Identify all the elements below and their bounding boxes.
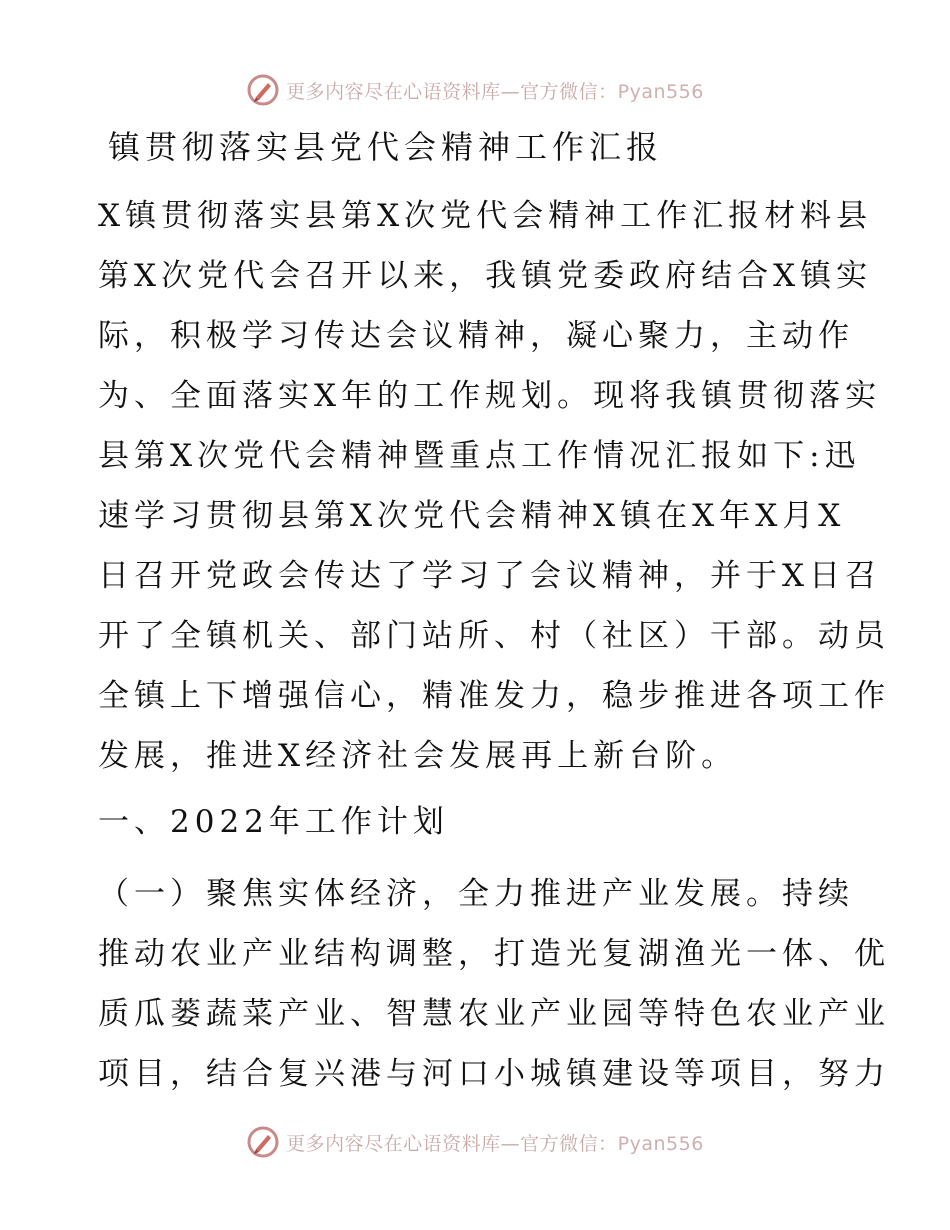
body-line: X镇贯彻落实县第X次党代会精神工作汇报材料县 [98, 198, 873, 234]
body-line: 质瓜蒌蔬菜产业、智慧农业产业园等特色农业产业 [98, 996, 890, 1032]
body-line: 际，积极学习传达会议精神，凝心聚力，主动作 [98, 318, 854, 354]
watermark-account: Pyan556 [617, 1132, 704, 1155]
body-line: 日召开党政会传达了学习了会议精神，并于X日召 [98, 558, 882, 594]
body-line: （一）聚焦实体经济，全力推进产业发展。持续 [98, 876, 854, 912]
body-line: 县第X次党代会精神暨重点工作情况汇报如下:迅 [98, 438, 861, 474]
watermark-text: 更多内容尽在心语资料库—官方微信：Pyan556 [286, 1132, 704, 1155]
body-line: 发展，推进X经济社会发展再上新台阶。 [98, 738, 738, 774]
body-line: 第X次党代会召开以来，我镇党委政府结合X镇实 [98, 258, 873, 294]
body-line: 速学习贯彻县第X次党代会精神X镇在X年X月X [98, 498, 846, 534]
watermark-account: Pyan556 [617, 80, 704, 103]
pen-logo-icon [246, 1125, 280, 1159]
body-line: 项目，结合复兴港与河口小城镇建设等项目，努力 [98, 1056, 890, 1092]
watermark-text: 更多内容尽在心语资料库—官方微信：Pyan556 [286, 80, 704, 103]
body-line: 推动农业产业结构调整，打造光复湖渔光一体、优 [98, 936, 890, 972]
body-line: 开了全镇机关、部门站所、村（社区）干部。动员 [98, 618, 890, 654]
watermark-footer [0, 1122, 950, 1162]
body-line: 为、全面落实X年的工作规划。现将我镇贯彻落实 [98, 378, 882, 414]
watermark-header [0, 70, 950, 110]
document-title: 镇贯彻落实县党代会精神工作汇报 [108, 128, 664, 166]
body-line: 全镇上下增强信心，精准发力，稳步推进各项工作 [98, 678, 890, 714]
pen-logo-icon [246, 73, 280, 107]
section-heading: 一、2022年工作计划 [98, 804, 449, 840]
